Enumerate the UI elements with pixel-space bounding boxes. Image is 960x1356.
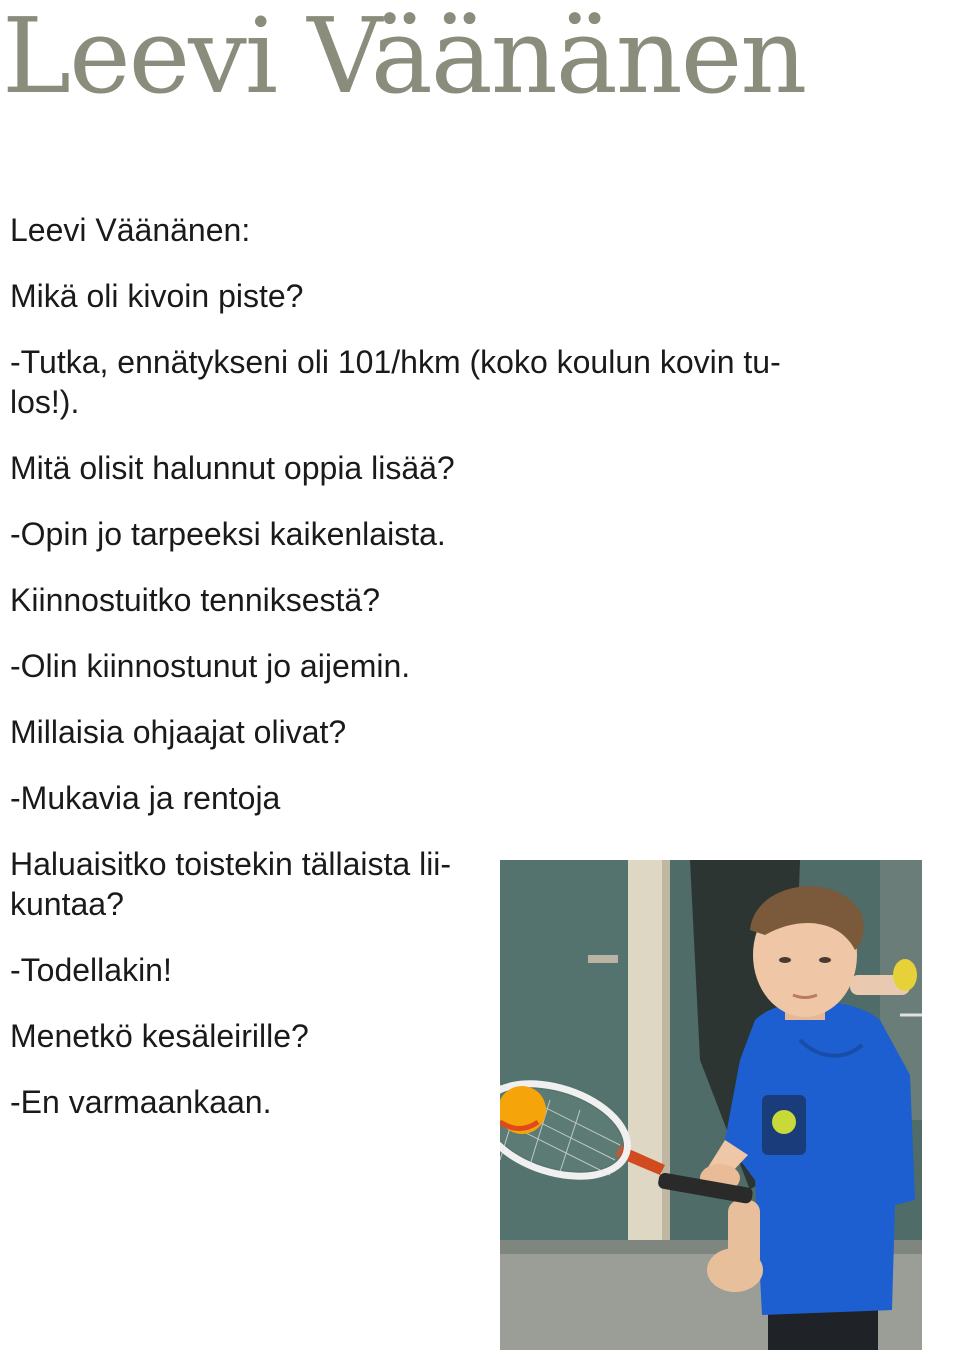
question-4: Millaisia ohjaajat olivat? xyxy=(10,714,347,750)
question-6: Menetkö kesäleirille? xyxy=(10,1018,309,1054)
question-3: Kiinnostuitko tenniksestä? xyxy=(10,582,380,618)
answer-1-line-1: -Tutka, ennätykseni oli 101/hkm (koko koulun kovin tu- xyxy=(10,344,781,380)
question-5-line-1: Haluaisitko toistekin tällaista lii- xyxy=(10,846,452,882)
tennis-player-photo xyxy=(500,860,922,1350)
answer-4: -Mukavia ja rentoja xyxy=(10,780,281,816)
page-title: Leevi Väänänen xyxy=(2,0,806,117)
answer-1-line-2: los!). xyxy=(10,384,80,420)
answer-3: -Olin kiinnostunut jo aijemin. xyxy=(10,648,411,684)
answer-5: -Todellakin! xyxy=(10,952,172,988)
answer-6: -En varmaankaan. xyxy=(10,1084,272,1120)
interviewee-name: Leevi Väänänen: xyxy=(10,212,251,248)
question-1: Mikä oli kivoin piste? xyxy=(10,278,304,314)
question-5-line-2: kuntaa? xyxy=(10,886,124,922)
answer-2: -Opin jo tarpeeksi kaikenlaista. xyxy=(10,516,446,552)
question-2: Mitä olisit halunnut oppia lisää? xyxy=(10,450,455,486)
